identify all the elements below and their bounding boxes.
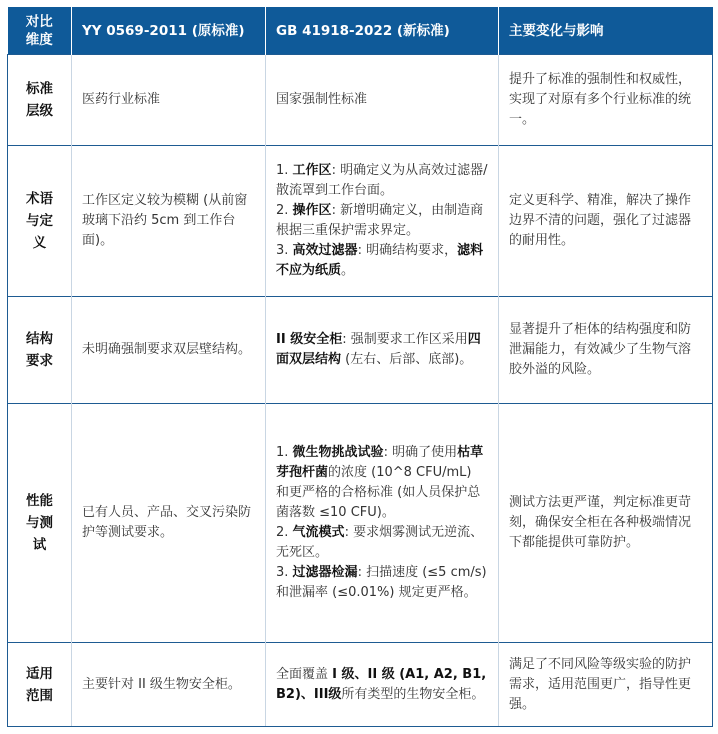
list-item: 1. 微生物挑战试验: 明确了使用枯草芽孢杆菌的浓度 (10^8 CFU/mL) 和更严格的合格标准 (如人员保护总菌落数 ≤10 CFU)。 xyxy=(276,445,484,520)
list-item: 3. 过滤器检漏: 扫描速度 (≤5 cm/s) 和泄漏率 (≤0.01%) 规定更严格。 xyxy=(276,565,487,600)
header-impact: 主要变化与影响 xyxy=(499,7,713,55)
impact-cell: 定义更科学、精准，解决了操作边界不清的问题，强化了过滤器的耐用性。 xyxy=(499,146,713,297)
table-header-row xyxy=(8,7,713,55)
table-row-scope xyxy=(8,643,713,727)
list-item: 1. 工作区: 明确定义为从高效过滤器/散流罩到工作台面。 xyxy=(276,163,488,198)
table-row-performance-testing xyxy=(8,404,713,643)
header-dimension: 对比 维度 xyxy=(8,7,72,55)
new-standard-cell: 国家强制性标准 xyxy=(266,55,499,146)
impact-cell: 提升了标准的强制性和权威性，实现了对原有多个行业标准的统一。 xyxy=(499,55,713,146)
header-new-standard: GB 41918-2022 (新标准) xyxy=(266,7,499,55)
old-standard-cell: 工作区定义较为模糊 (从前窗玻璃下沿约 5cm 到工作台面)。 xyxy=(72,146,266,297)
row-dimension: 术语 与定 义 xyxy=(8,146,72,297)
new-standard-cell xyxy=(266,404,499,643)
table-row-standard-level xyxy=(8,55,713,146)
new-standard-cell xyxy=(266,146,499,297)
impact-cell: 显著提升了柜体的结构强度和防泄漏能力，有效减少了生物气溶胶外溢的风险。 xyxy=(499,297,713,404)
impact-cell: 满足了不同风险等级实验的防护需求，适用范围更广，指导性更强。 xyxy=(499,643,713,727)
comparison-table-wrapper xyxy=(7,7,712,727)
list-item: 3. 高效过滤器: 明确结构要求，滤料不应为纸质。 xyxy=(276,243,484,278)
row-dimension: 适用 范围 xyxy=(8,643,72,727)
new-standard-cell: II 级安全柜: 强制要求工作区采用四面双层结构 (左右、后部、底部)。 xyxy=(266,297,499,404)
header-old-standard: YY 0569-2011 (原标准) xyxy=(72,7,266,55)
old-standard-cell: 主要针对 II 级生物安全柜。 xyxy=(72,643,266,727)
old-standard-cell: 医药行业标准 xyxy=(72,55,266,146)
list-item: 2. 气流模式: 要求烟雾测试无逆流、无死区。 xyxy=(276,525,484,560)
row-dimension: 结构 要求 xyxy=(8,297,72,404)
list-item: 2. 操作区: 新增明确定义，由制造商根据三重保护需求界定。 xyxy=(276,203,484,238)
old-standard-cell: 未明确强制要求双层壁结构。 xyxy=(72,297,266,404)
table-row-terminology xyxy=(8,146,713,297)
standards-comparison-table xyxy=(7,7,713,727)
row-dimension: 标准 层级 xyxy=(8,55,72,146)
old-standard-cell: 已有人员、产品、交叉污染防护等测试要求。 xyxy=(72,404,266,643)
table-row-structure xyxy=(8,297,713,404)
row-dimension: 性能 与测 试 xyxy=(8,404,72,643)
impact-cell: 测试方法更严谨，判定标准更苛刻，确保安全柜在各种极端情况下都能提供可靠防护。 xyxy=(499,404,713,643)
new-standard-cell: 全面覆盖 I 级、II 级 (A1, A2, B1, B2)、III级所有类型的生物安全柜。 xyxy=(266,643,499,727)
